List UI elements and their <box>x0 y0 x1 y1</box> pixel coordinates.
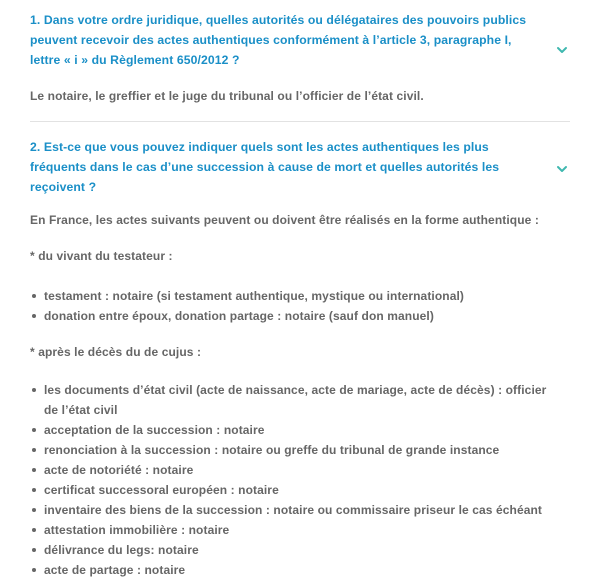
faq-answer-2 <box>30 210 570 580</box>
faq-item-1 <box>30 10 570 106</box>
faq-question-1-text: Dans votre ordre juridique, quelles autorités ou délégataires des pouvoirs publics peuvent recevoir des actes authentiques conformément à l’article 3, paragraphe I, lettre « i » du Règlement 650/2012 ? <box>30 13 527 67</box>
faq-question-1[interactable] <box>30 10 570 70</box>
list-item: testament : notaire (si testament authentique, mystique ou international) <box>30 286 570 306</box>
list-item: acte de partage : notaire <box>30 560 570 580</box>
faq-answer-2-section1-list <box>30 286 570 326</box>
faq-answer-2-section2-list <box>30 380 570 580</box>
faq-item-2 <box>30 137 570 580</box>
faq-answer-2-intro: En France, les actes suivants peuvent ou doivent être réalisés en la forme authentique : <box>30 213 539 227</box>
faq-answer-2-section2-title: * après le décès du de cujus : <box>30 345 202 359</box>
faq-question-1-number: 1. <box>30 13 41 27</box>
faq-question-2[interactable] <box>30 137 570 197</box>
list-item: acceptation de la succession : notaire <box>30 420 570 440</box>
list-item: acte de notoriété : notaire <box>30 460 570 480</box>
faq-list <box>30 0 570 580</box>
faq-divider <box>30 121 570 122</box>
chevron-down-icon[interactable] <box>556 163 568 175</box>
list-item: délivrance du legs: notaire <box>30 540 570 560</box>
faq-answer-1 <box>30 86 570 106</box>
list-item: certificat successoral européen : notaire <box>30 480 570 500</box>
faq-question-2-text: Est-ce que vous pouvez indiquer quels sont les actes authentiques les plus fréquents dans le cas d’une succession à cause de mort et quelles autorités les reçoivent ? <box>30 140 500 194</box>
faq-question-2-number: 2. <box>30 140 41 154</box>
faq-answer-1-text: Le notaire, le greffier et le juge du tribunal ou l’officier de l’état civil. <box>30 89 424 103</box>
list-item: attestation immobilière : notaire <box>30 520 570 540</box>
chevron-down-icon[interactable] <box>556 44 568 56</box>
faq-answer-2-section1-title: * du vivant du testateur : <box>30 249 173 263</box>
list-item: renonciation à la succession : notaire ou greffe du tribunal de grande instance <box>30 440 570 460</box>
list-item: donation entre époux, donation partage : notaire (sauf don manuel) <box>30 306 570 326</box>
list-item: inventaire des biens de la succession : notaire ou commissaire priseur le cas échéant <box>30 500 570 520</box>
list-item: les documents d’état civil (acte de naissance, acte de mariage, acte de décès) : officier de l’état civil <box>30 380 570 420</box>
